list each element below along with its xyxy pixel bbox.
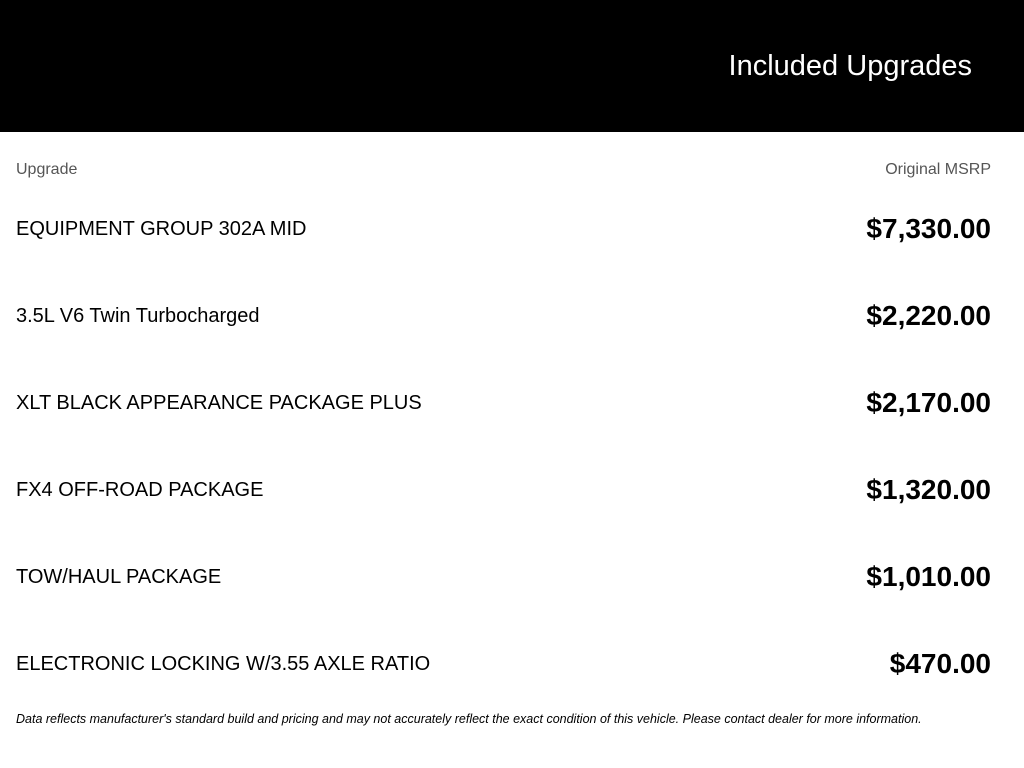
upgrade-price: $2,170.00 <box>866 387 991 418</box>
upgrades-list <box>0 184 1024 706</box>
upgrade-name: 3.5L V6 Twin Turbocharged <box>16 305 260 327</box>
upgrade-name: XLT BLACK APPEARANCE PACKAGE PLUS <box>16 392 422 414</box>
upgrade-name: ELECTRONIC LOCKING W/3.55 AXLE RATIO <box>16 653 431 675</box>
header-banner <box>0 0 1024 132</box>
upgrade-row <box>0 271 1024 358</box>
disclaimer-text: Data reflects manufacturer's standard build and pricing and may not accurately reflect the exact condition of this vehicle. Please contact dealer for more information. <box>16 712 922 726</box>
column-header-upgrade: Upgrade <box>16 161 78 178</box>
upgrade-row <box>0 532 1024 619</box>
upgrade-price: $2,220.00 <box>866 300 991 331</box>
upgrade-row <box>0 619 1024 706</box>
upgrade-row <box>0 445 1024 532</box>
upgrade-price: $1,010.00 <box>866 561 991 592</box>
column-header-msrp: Original MSRP <box>885 161 991 178</box>
upgrade-price: $1,320.00 <box>866 474 991 505</box>
upgrade-price: $7,330.00 <box>866 213 991 244</box>
upgrade-name: TOW/HAUL PACKAGE <box>16 566 222 588</box>
upgrade-name: FX4 OFF-ROAD PACKAGE <box>16 479 264 501</box>
upgrade-row <box>0 184 1024 271</box>
upgrade-name: EQUIPMENT GROUP 302A MID <box>16 218 307 240</box>
upgrade-price: $470.00 <box>889 648 991 679</box>
upgrade-row <box>0 358 1024 445</box>
page-title: Included Upgrades <box>728 50 972 82</box>
